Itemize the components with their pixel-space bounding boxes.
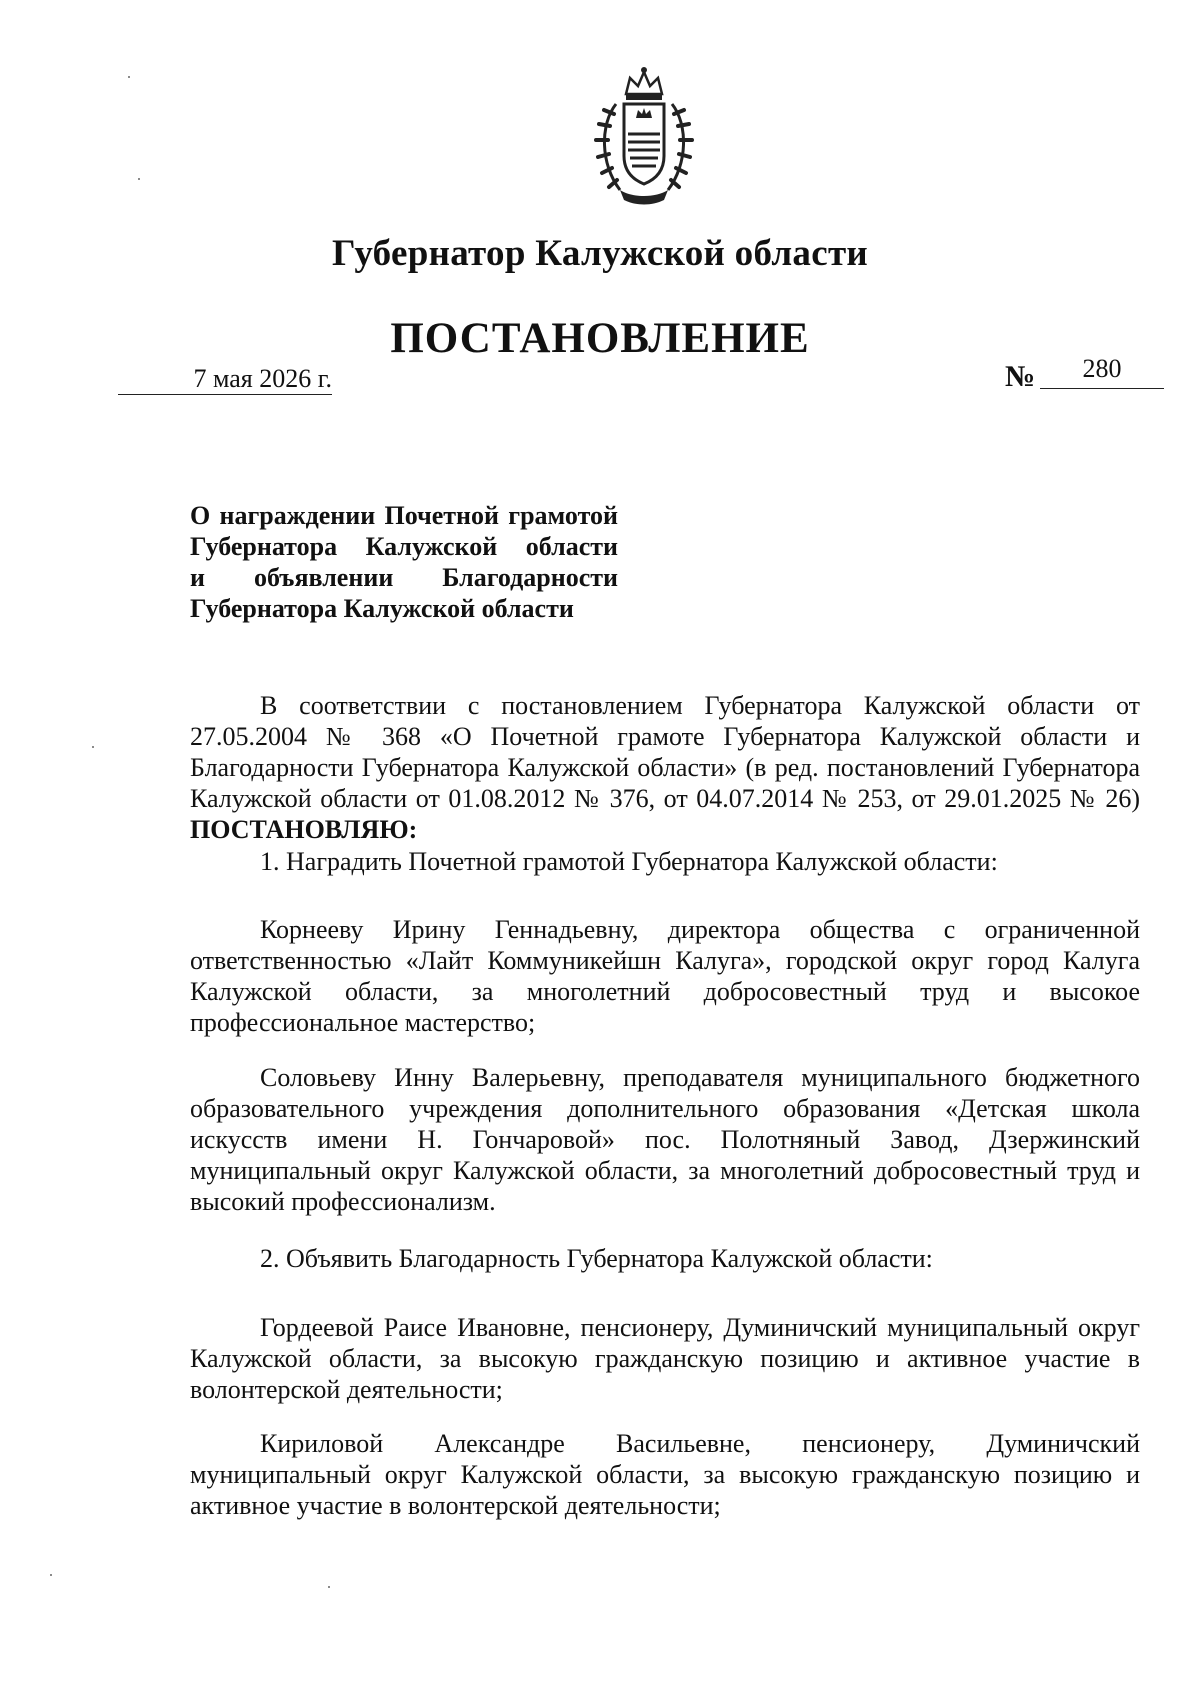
- number-label: №: [1005, 360, 1036, 393]
- subject-line: О награждении Почетной грамотой: [190, 501, 618, 530]
- subject-line: и объявлении Благодарности: [190, 563, 618, 592]
- document-type: ПОСТАНОВЛЕНИЕ: [390, 315, 810, 362]
- decree-word: ПОСТАНОВЛЯЮ:: [190, 815, 418, 844]
- award-item-text: Соловьеву Инну Валерьевну, преподавателя муниципального бюджетного образовательного учреждения дополнительного образования «Детская школа искусств имени Н. Гончаровой» пос. Полотняный Завод, Дзержинский муниципальный округ Калужской области, за многолетний добросовестный труд и высокий профессионализм.: [190, 1063, 1140, 1216]
- scan-speck: [328, 1586, 330, 1588]
- issuing-authority: Губернатор Калужской области: [331, 233, 869, 274]
- gratitude-item-text: Кириловой Александре Васильевне, пенсионеру, Думиничский муниципальный округ Калужской области, за высокую гражданскую позицию и активное участие в волонтерской деятельности;: [190, 1429, 1140, 1520]
- gratitude-item: [190, 1312, 1140, 1405]
- award-item: [190, 914, 1140, 1038]
- section-2-title-text: 2. Объявить Благодарность Губернатора Калужской области:: [260, 1244, 933, 1273]
- coat-of-arms-icon: [586, 64, 702, 206]
- section-1-title-text: 1. Наградить Почетной грамотой Губернатора Калужской области:: [260, 847, 998, 876]
- gratitude-item-text: Гордеевой Раисе Ивановне, пенсионеру, Думиничский муниципальный округ Калужской области, за высокую гражданскую позицию и активное участие в волонтерской деятельности;: [190, 1313, 1140, 1404]
- scan-speck: [138, 178, 140, 180]
- section-1-title: [190, 846, 1140, 877]
- scan-speck: [92, 746, 94, 748]
- award-item: [190, 1062, 1140, 1217]
- scan-speck: [50, 1574, 52, 1576]
- section-2-title: [190, 1243, 1140, 1274]
- document-number: 280: [1040, 354, 1164, 389]
- gratitude-item: [190, 1428, 1140, 1521]
- document-subject: [190, 500, 618, 624]
- award-item-text: Корнееву Ирину Геннадьевну, директора общества с ограниченной ответственностью «Лайт Коммуникейшн Калуга», городской округ город Калуга Калужской области, за многолетний добросовестный труд и высокое профессиональное мастерство;: [190, 915, 1140, 1037]
- preamble-text: В соответствии с постановлением Губернатора Калужской области от 27.05.2004 № 368 «О Почетной грамоте Губернатора Калужской области и Благодарности Губернатора Калужской области» (в ред. постановлений Губернатора Калужской области от 01.08.2012 № 376, от 04.07.2014 № 253, от 29.01.2025 № 26): [190, 691, 1140, 813]
- scan-speck: [128, 76, 130, 78]
- preamble-paragraph: [190, 690, 1140, 845]
- document-date: 7 мая 2026 г.: [118, 364, 332, 395]
- subject-line: Губернатора Калужской области: [190, 594, 574, 623]
- subject-line: Губернатора Калужской области: [190, 532, 618, 561]
